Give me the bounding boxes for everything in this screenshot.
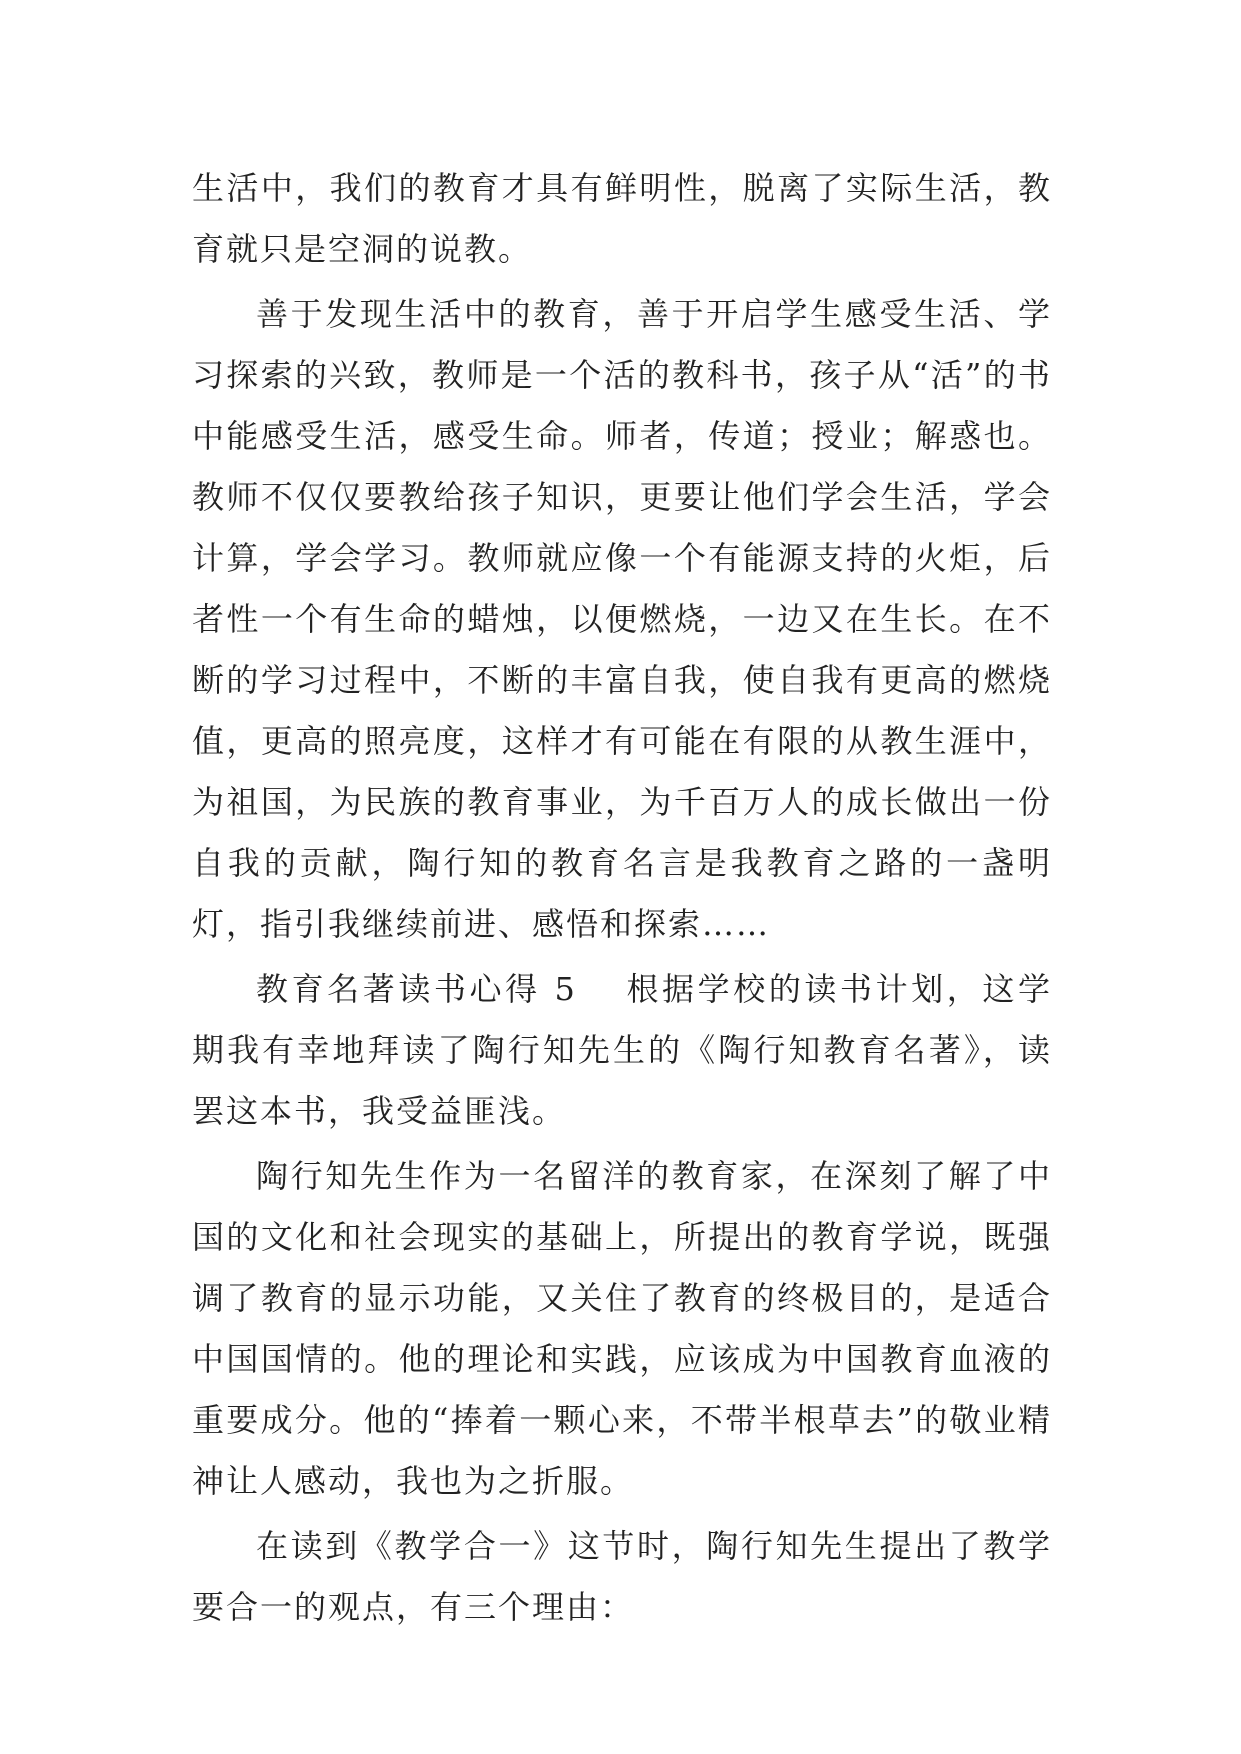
paragraph-section-5-intro (192, 959, 1052, 1142)
paragraph-tao-xingzhi: 陶行知先生作为一名留洋的教育家，在深刻了解了中国的文化和社会现实的基础上，所提出的教育学说，既强调了教育的显示功能，又关住了教育的终极目的，是适合中国国情的。他的理论和实践，应该成为中国教育血液的重要成分。他的“捧着一颗心来，不带半根草去”的敬业精神让人感动，我也为之折服。 (192, 1157, 1052, 1500)
document-body (192, 158, 1052, 1638)
paragraph-continuation: 生活中，我们的教育才具有鲜明性，脱离了实际生活，教育就只是空洞的说教。 (192, 169, 1052, 268)
paragraph-teaching-unity: 在读到《教学合一》这节时，陶行知先生提出了教学要合一的观点，有三个理由： (192, 1527, 1052, 1626)
paragraph-teacher-role: 善于发现生活中的教育，善于开启学生感受生活、学习探索的兴致，教师是一个活的教科书，孩子从“活”的书中能感受生活，感受生命。师者，传道；授业；解惑也。教师不仅仅要教给孩子知识，更要让他们学会生活，学会计算，学会学习。教师就应像一个有能源支持的火炬，后者性一个有生命的蜡烛，以便燃烧，一边又在生长。在不断的学习过程中，不断的丰富自我，使自我有更高的燃烧值，更高的照亮度，这样才有可能在有限的从教生涯中，为祖国，为民族的教育事业，为千百万人的成长做出一份自我的贡献，陶行知的教育名言是我教育之路的一盏明灯，指引我继续前进、感悟和探索…… (192, 295, 1052, 943)
section-intro-text: 根据学校的读书计划，这学期我有幸地拜读了陶行知先生的《陶行知教育名著》，读罢这本书，我受益匪浅。 (192, 970, 1052, 1130)
section-heading: 教育名著读书心得 5 (256, 970, 577, 1008)
